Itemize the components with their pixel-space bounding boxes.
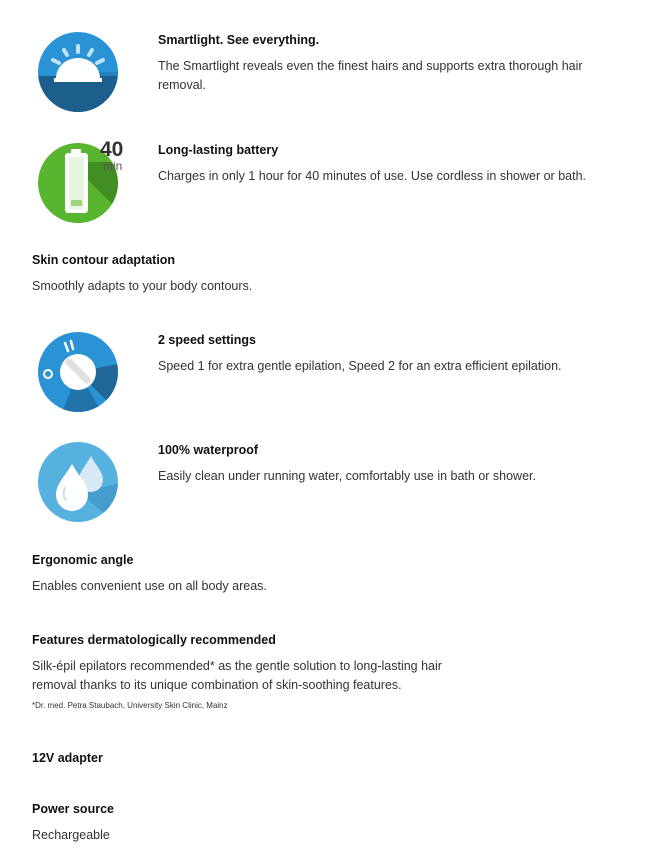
feature-title: Smartlight. See everything. [158, 33, 320, 47]
feature-description: Charges in only 1 hour for 40 minutes of use. Use cordless in shower or bath. [158, 169, 586, 183]
feature-power-source [0, 799, 659, 849]
feature-waterproof [0, 440, 659, 530]
feature-description: Enables convenient use on all body areas. [32, 579, 267, 593]
feature-smartlight [0, 30, 659, 120]
feature-ergonomic-angle [0, 550, 659, 600]
feature-description: Easily clean under running water, comfortably use in bath or shower. [158, 469, 536, 483]
feature-description: The Smartlight reveals even the finest hairs and supports extra thorough hair removal. [158, 59, 583, 92]
battery-badge-number: 40 [100, 138, 124, 161]
feature-description: Rechargeable [32, 828, 110, 842]
feature-description-line-2: removal thanks to its unique combination of skin-soothing features. [32, 678, 402, 692]
feature-skin-contour [0, 250, 659, 300]
feature-speed-settings [0, 330, 659, 420]
feature-description-line-1: Silk-épil epilators recommended* as the gentle solution to long-lasting hair [32, 659, 442, 673]
speed-dial-icon [38, 332, 118, 412]
feature-title: 12V adapter [32, 751, 103, 765]
feature-title: 100% waterproof [158, 443, 259, 457]
battery-badge-unit: min [103, 159, 123, 173]
feature-description: Smoothly adapts to your body contours. [32, 279, 253, 293]
battery-icon [38, 138, 124, 222]
feature-12v-adapter [0, 748, 659, 772]
feature-description: Speed 1 for extra gentle epilation, Speed 2 for an extra efficient epilation. [158, 359, 562, 373]
feature-battery [0, 140, 659, 230]
feature-title: 2 speed settings [158, 333, 256, 347]
feature-title: Features dermatologically recommended [32, 633, 276, 647]
water-drops-icon [38, 442, 118, 522]
smartlight-icon [38, 32, 118, 112]
feature-title: Long-lasting battery [158, 143, 279, 157]
feature-footnote: *Dr. med. Petra Staubach, University Skin Clinic, Mainz [32, 701, 228, 710]
feature-title: Ergonomic angle [32, 553, 134, 567]
feature-dermatologically-recommended [0, 630, 659, 720]
feature-title: Skin contour adaptation [32, 253, 176, 267]
feature-title: Power source [32, 802, 114, 816]
